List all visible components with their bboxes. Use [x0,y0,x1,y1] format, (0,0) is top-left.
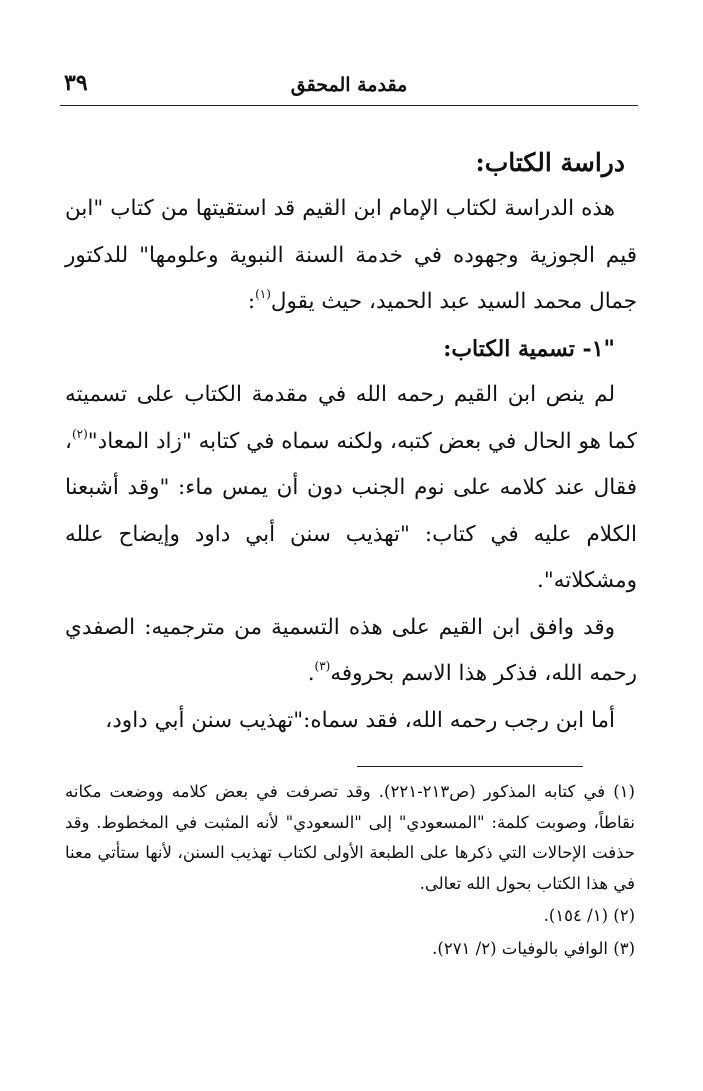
footnote-number: (٢) [613,906,635,925]
paragraph-naming [65,372,637,605]
paragraph-intro [65,186,637,326]
header-title: مقدمة المحقق [290,74,408,96]
footnote-ref-3[interactable]: (٣) [314,659,331,673]
subsection-heading: "١- تسمية الكتاب: [443,335,615,362]
header-divider [60,105,638,106]
footnote-ref-1[interactable]: (١) [255,287,271,301]
paragraph-safadi-text: وقد وافق ابن القيم على هذه التسمية من مترجميه: الصفدي رحمه الله، فذكر هذا الاسم بحروفه [65,614,637,686]
footnote-text: في كتابه المذكور (ص٢١٣-٢٢١). وقد تصرفت في بعض كلامه ووضعت مكانه نقاطاً، وصوبت كلمة: "المسعودي" إلى "السعودي" لأنه المثبت في المخطوط. وقد حذفت الإحالات التي ذكرها على الطبعة الأولى لكتاب تهذيب السنن، لأنها ستأتي معنا في هذا الكتاب بحول الله تعالى. [65,782,635,893]
footnote-3 [65,934,635,965]
running-header [60,68,638,106]
main-text [65,140,637,744]
paragraph-naming-cont: ، فقال عند كلامه على نوم الجنب دون أن يمس ماء: "وقد أشبعنا الكلام عليه في كتاب: "تهذيب سنن أبي داود وإيضاح علله ومشكلاته". [65,428,637,593]
footnotes [65,777,635,966]
footnote-text: (١/ ١٥٤). [543,906,608,925]
footnote-ref-2[interactable]: (٢) [71,426,88,441]
footnote-text: الوافي بالوفيات (٢/ ٢٧١). [432,938,608,958]
footnote-1 [65,777,635,899]
footnote-number: (٣) [613,938,635,958]
page-number: ٣٩ [64,70,88,96]
paragraph-intro-text: هذه الدراسة لكتاب الإمام ابن القيم قد استقيتها من كتاب "ابن قيم الجوزية وجهوده في خدمة السنة النبوية وعلومها" للدكتور جمال محمد السيد عبد الحميد، حيث يقول [65,196,637,314]
paragraph-intro-end: : [247,289,256,314]
paragraph-ibn-rajab: أما ابن رجب رحمه الله، فقد سماه:"تهذيب سنن أبي داود، [105,707,615,733]
footnote-2 [65,901,635,932]
section-heading: دراسة الكتاب: [475,148,625,177]
paragraph-safadi-end: . [307,661,315,686]
paragraph-safadi [65,605,637,698]
footnote-number: (١) [613,782,635,801]
footnote-divider [357,766,583,767]
paragraph-naming-text: لم ينص ابن القيم رحمه الله في مقدمة الكتاب على تسميته كما هو الحال في بعض كتبه، ولكنه سماه في كتابه "زاد المعاد" [65,382,637,454]
